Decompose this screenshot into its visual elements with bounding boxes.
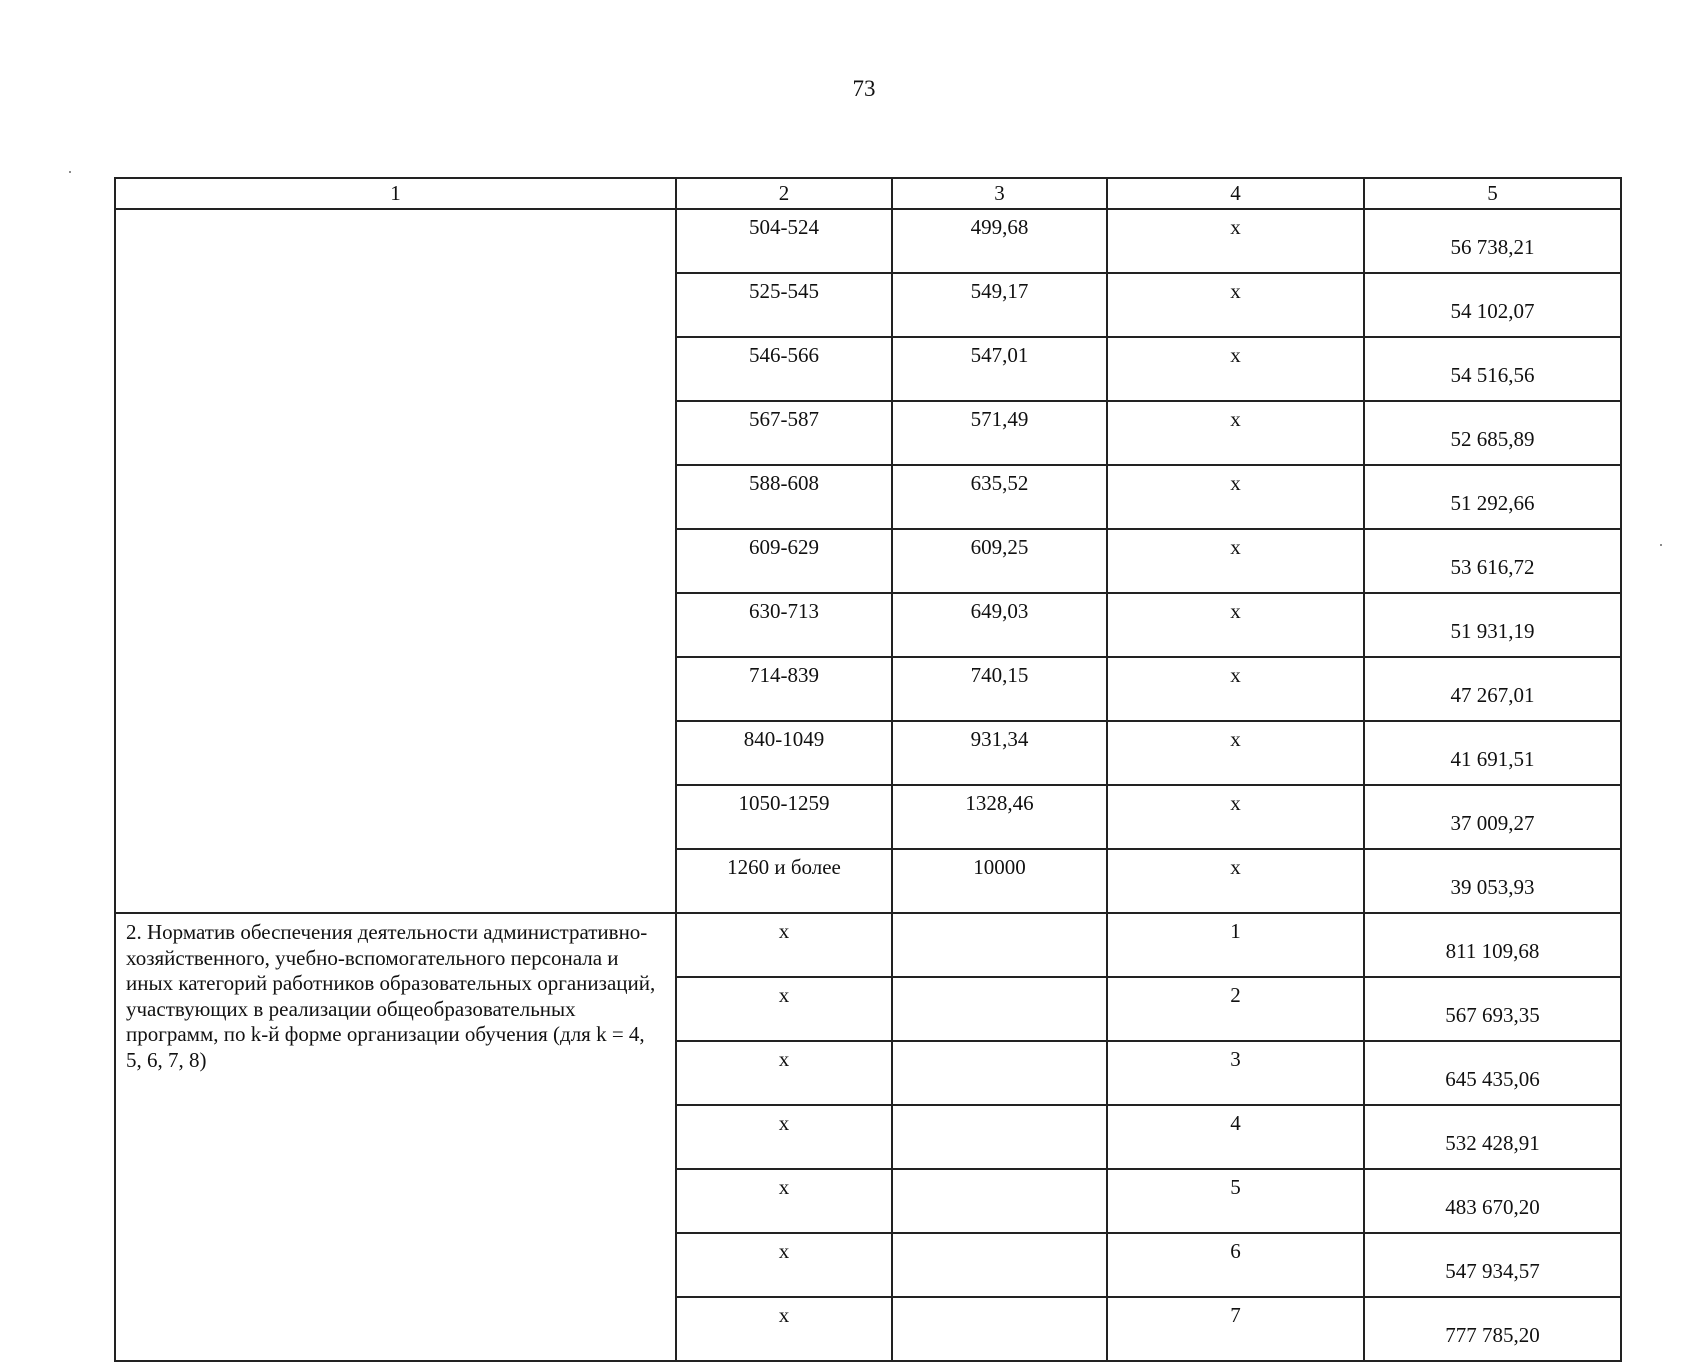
marker-cell: х [676, 977, 892, 1041]
marker-cell: х [676, 1041, 892, 1105]
table-row [115, 913, 1621, 977]
form-index-cell: 1 [1107, 913, 1364, 977]
marker-cell: х [676, 1233, 892, 1297]
marker-cell: х [1107, 273, 1364, 337]
value-cell: 1328,46 [892, 785, 1107, 849]
amount-cell: 53 616,72 [1364, 529, 1621, 593]
value-cell: 547,01 [892, 337, 1107, 401]
value-cell [892, 1041, 1107, 1105]
section1-label-cell [115, 209, 676, 913]
form-index-cell: 5 [1107, 1169, 1364, 1233]
value-cell: 649,03 [892, 593, 1107, 657]
amount-cell: 52 685,89 [1364, 401, 1621, 465]
header-col-2: 2 [676, 178, 892, 209]
value-cell [892, 1297, 1107, 1361]
amount-cell: 41 691,51 [1364, 721, 1621, 785]
range-cell: 1050-1259 [676, 785, 892, 849]
amount-cell: 47 267,01 [1364, 657, 1621, 721]
header-row [115, 178, 1621, 209]
form-index-cell: 7 [1107, 1297, 1364, 1361]
page-number: 73 [852, 76, 876, 101]
amount-cell: 56 738,21 [1364, 209, 1621, 273]
form-index-cell: 2 [1107, 977, 1364, 1041]
scan-speck [69, 171, 71, 173]
marker-cell: х [676, 1169, 892, 1233]
marker-cell: х [1107, 657, 1364, 721]
range-cell: 567-587 [676, 401, 892, 465]
scan-speck [1660, 544, 1662, 546]
amount-cell: 54 102,07 [1364, 273, 1621, 337]
data-table [114, 177, 1622, 1362]
value-cell [892, 1233, 1107, 1297]
marker-cell: х [1107, 209, 1364, 273]
amount-cell: 37 009,27 [1364, 785, 1621, 849]
value-cell: 10000 [892, 849, 1107, 913]
value-cell: 499,68 [892, 209, 1107, 273]
section2-label: 2. Норматив обеспечения деятельности административно-хозяйственного, учебно-вспомогательного персонала и иных категорий работников образовательных организаций, участвующих в реализации общеобразовательных программ, по k-й форме организации обучения (для k = 4, 5, 6, 7, 8) [115, 913, 676, 1361]
marker-cell: х [1107, 337, 1364, 401]
marker-cell: х [1107, 593, 1364, 657]
header-col-5: 5 [1364, 178, 1621, 209]
amount-cell: 645 435,06 [1364, 1041, 1621, 1105]
value-cell: 931,34 [892, 721, 1107, 785]
range-cell: 630-713 [676, 593, 892, 657]
marker-cell: х [1107, 721, 1364, 785]
marker-cell: х [676, 913, 892, 977]
amount-cell: 51 931,19 [1364, 593, 1621, 657]
amount-cell: 811 109,68 [1364, 913, 1621, 977]
form-index-cell: 6 [1107, 1233, 1364, 1297]
amount-cell: 777 785,20 [1364, 1297, 1621, 1361]
table-header [115, 178, 1621, 209]
form-index-cell: 4 [1107, 1105, 1364, 1169]
range-cell: 525-545 [676, 273, 892, 337]
value-cell [892, 1169, 1107, 1233]
value-cell: 609,25 [892, 529, 1107, 593]
amount-cell: 39 053,93 [1364, 849, 1621, 913]
table-body [115, 209, 1621, 1361]
marker-cell: х [676, 1297, 892, 1361]
value-cell [892, 1105, 1107, 1169]
amount-cell: 532 428,91 [1364, 1105, 1621, 1169]
marker-cell: х [1107, 849, 1364, 913]
amount-cell: 567 693,35 [1364, 977, 1621, 1041]
header-col-3: 3 [892, 178, 1107, 209]
range-cell: 609-629 [676, 529, 892, 593]
value-cell: 740,15 [892, 657, 1107, 721]
amount-cell: 483 670,20 [1364, 1169, 1621, 1233]
amount-cell: 547 934,57 [1364, 1233, 1621, 1297]
header-col-1: 1 [115, 178, 676, 209]
header-col-4: 4 [1107, 178, 1364, 209]
value-cell [892, 913, 1107, 977]
range-cell: 840-1049 [676, 721, 892, 785]
range-cell: 1260 и более [676, 849, 892, 913]
marker-cell: х [1107, 401, 1364, 465]
value-cell: 571,49 [892, 401, 1107, 465]
value-cell: 635,52 [892, 465, 1107, 529]
range-cell: 714-839 [676, 657, 892, 721]
range-cell: 504-524 [676, 209, 892, 273]
marker-cell: х [1107, 785, 1364, 849]
marker-cell: х [1107, 529, 1364, 593]
amount-cell: 54 516,56 [1364, 337, 1621, 401]
table-row [115, 209, 1621, 273]
marker-cell: х [676, 1105, 892, 1169]
marker-cell: х [1107, 465, 1364, 529]
range-cell: 546-566 [676, 337, 892, 401]
range-cell: 588-608 [676, 465, 892, 529]
value-cell: 549,17 [892, 273, 1107, 337]
amount-cell: 51 292,66 [1364, 465, 1621, 529]
form-index-cell: 3 [1107, 1041, 1364, 1105]
value-cell [892, 977, 1107, 1041]
